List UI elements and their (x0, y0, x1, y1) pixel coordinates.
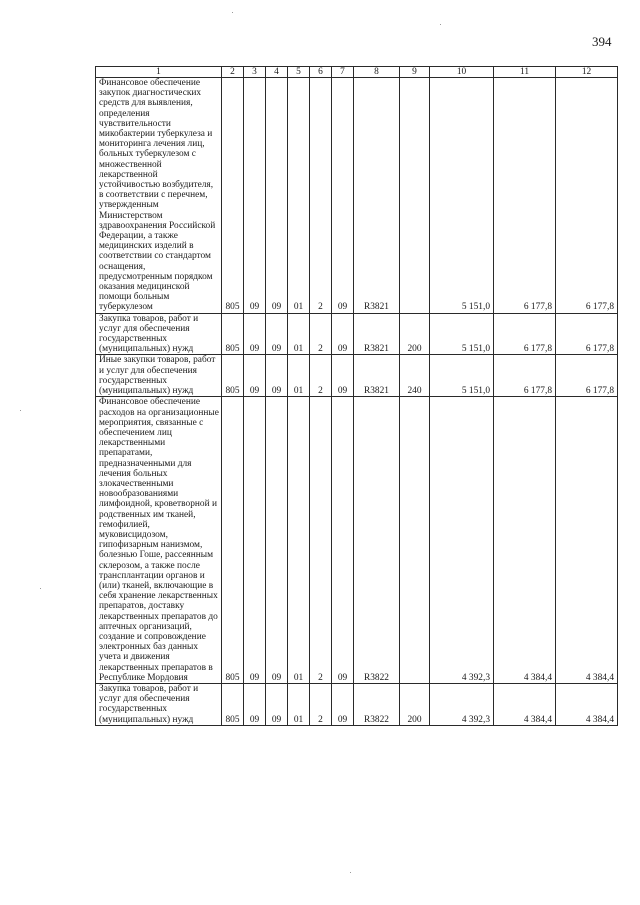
table-row (96, 397, 618, 684)
cell-subprogram: 2 (310, 313, 332, 355)
cell-direction: R3821 (354, 313, 400, 355)
cell-subsection: 09 (266, 397, 288, 684)
cell-amount-1: 4 392,3 (430, 683, 494, 725)
cell-amount-3: 6 177,8 (556, 313, 618, 355)
cell-subprogram: 2 (310, 683, 332, 725)
cell-amount-2: 6 177,8 (494, 78, 556, 314)
cell-subsection: 09 (266, 313, 288, 355)
cell-event: 09 (332, 355, 354, 397)
cell-event: 09 (332, 397, 354, 684)
cell-expense-type: 200 (400, 683, 430, 725)
column-header: 3 (244, 67, 266, 78)
cell-subprogram: 2 (310, 78, 332, 314)
column-header: 8 (354, 67, 400, 78)
cell-amount-1: 4 392,3 (430, 397, 494, 684)
cell-expense-type: 240 (400, 355, 430, 397)
cell-code: 805 (222, 397, 244, 684)
cell-section: 09 (244, 355, 266, 397)
cell-subprogram: 2 (310, 355, 332, 397)
column-header: 9 (400, 67, 430, 78)
cell-event: 09 (332, 683, 354, 725)
cell-program: 01 (288, 683, 310, 725)
column-header: 1 (96, 67, 222, 78)
cell-section: 09 (244, 683, 266, 725)
cell-code: 805 (222, 313, 244, 355)
cell-amount-3: 6 177,8 (556, 355, 618, 397)
page-number: 394 (592, 34, 612, 49)
row-name: Закупка товаров, работ и услуг для обеспечения государственных (муниципальных) нужд (96, 683, 222, 725)
cell-direction: R3822 (354, 397, 400, 684)
table-row (96, 683, 618, 725)
cell-amount-3: 4 384,4 (556, 683, 618, 725)
scan-speck (20, 410, 21, 411)
cell-expense-type: 200 (400, 313, 430, 355)
cell-program: 01 (288, 78, 310, 314)
scan-speck (440, 24, 441, 25)
cell-code: 805 (222, 355, 244, 397)
cell-amount-2: 4 384,4 (494, 397, 556, 684)
table-row (96, 313, 618, 355)
row-name: Закупка товаров, работ и услуг для обеспечения государственных (муниципальных) нужд (96, 313, 222, 355)
cell-amount-1: 5 151,0 (430, 313, 494, 355)
column-header: 7 (332, 67, 354, 78)
column-header: 11 (494, 67, 556, 78)
cell-section: 09 (244, 78, 266, 314)
cell-expense-type (400, 397, 430, 684)
header-row (96, 67, 618, 78)
cell-section: 09 (244, 313, 266, 355)
table-row (96, 78, 618, 314)
cell-program: 01 (288, 355, 310, 397)
column-header: 5 (288, 67, 310, 78)
cell-subsection: 09 (266, 78, 288, 314)
column-header: 6 (310, 67, 332, 78)
column-header: 4 (266, 67, 288, 78)
row-name: Финансовое обеспечение расходов на организационные мероприятия, связанные с обеспечением лиц лекарственными препаратами, предназначенными для лечения больных злокачественными новообразованиями лимфоидной, кроветворной и родственных им тканей, гемофилией, муковисцидозом, гипофизарным нанизмом, болезнью Гоше, рассеянным склерозом, а также после трансплантации органов и (или) тканей, включающие в себя хранение лекарственных препаратов, доставку лекарственных препаратов до аптечных организаций, создание и сопровождение электронных баз данных учета и движения лекарственных препаратов в Республике Мордовия (96, 397, 222, 684)
scan-speck (232, 12, 233, 13)
scan-speck (350, 872, 351, 873)
table-row (96, 355, 618, 397)
row-name: Финансовое обеспечение закупок диагностических средств для выявления, определения чувствительности микобактерии туберкулеза и мониторинга лечения лиц, больных туберкулезом с множественной лекарственной устойчивостью возбудителя, в соответствии с перечнем, утвержденным Министерством здравоохранения Российской Федерации, а также медицинских изделий в соответствии со стандартом оснащения, предусмотренным порядком оказания медицинской помощи больным туберкулезом (96, 78, 222, 314)
cell-amount-3: 6 177,8 (556, 78, 618, 314)
cell-event: 09 (332, 78, 354, 314)
cell-program: 01 (288, 313, 310, 355)
cell-subsection: 09 (266, 355, 288, 397)
cell-direction: R3821 (354, 355, 400, 397)
cell-amount-2: 6 177,8 (494, 355, 556, 397)
cell-event: 09 (332, 313, 354, 355)
cell-section: 09 (244, 397, 266, 684)
cell-subsection: 09 (266, 683, 288, 725)
cell-code: 805 (222, 683, 244, 725)
cell-amount-1: 5 151,0 (430, 78, 494, 314)
row-name: Иные закупки товаров, работ и услуг для обеспечения государственных (муниципальных) нужд (96, 355, 222, 397)
cell-code: 805 (222, 78, 244, 314)
column-header: 2 (222, 67, 244, 78)
scan-speck (40, 588, 41, 589)
cell-subprogram: 2 (310, 397, 332, 684)
cell-amount-1: 5 151,0 (430, 355, 494, 397)
cell-amount-3: 4 384,4 (556, 397, 618, 684)
cell-direction: R3821 (354, 78, 400, 314)
cell-expense-type (400, 78, 430, 314)
cell-amount-2: 4 384,4 (494, 683, 556, 725)
cell-program: 01 (288, 397, 310, 684)
column-header: 10 (430, 67, 494, 78)
cell-amount-2: 6 177,8 (494, 313, 556, 355)
column-header: 12 (556, 67, 618, 78)
cell-direction: R3822 (354, 683, 400, 725)
budget-table (95, 66, 618, 726)
